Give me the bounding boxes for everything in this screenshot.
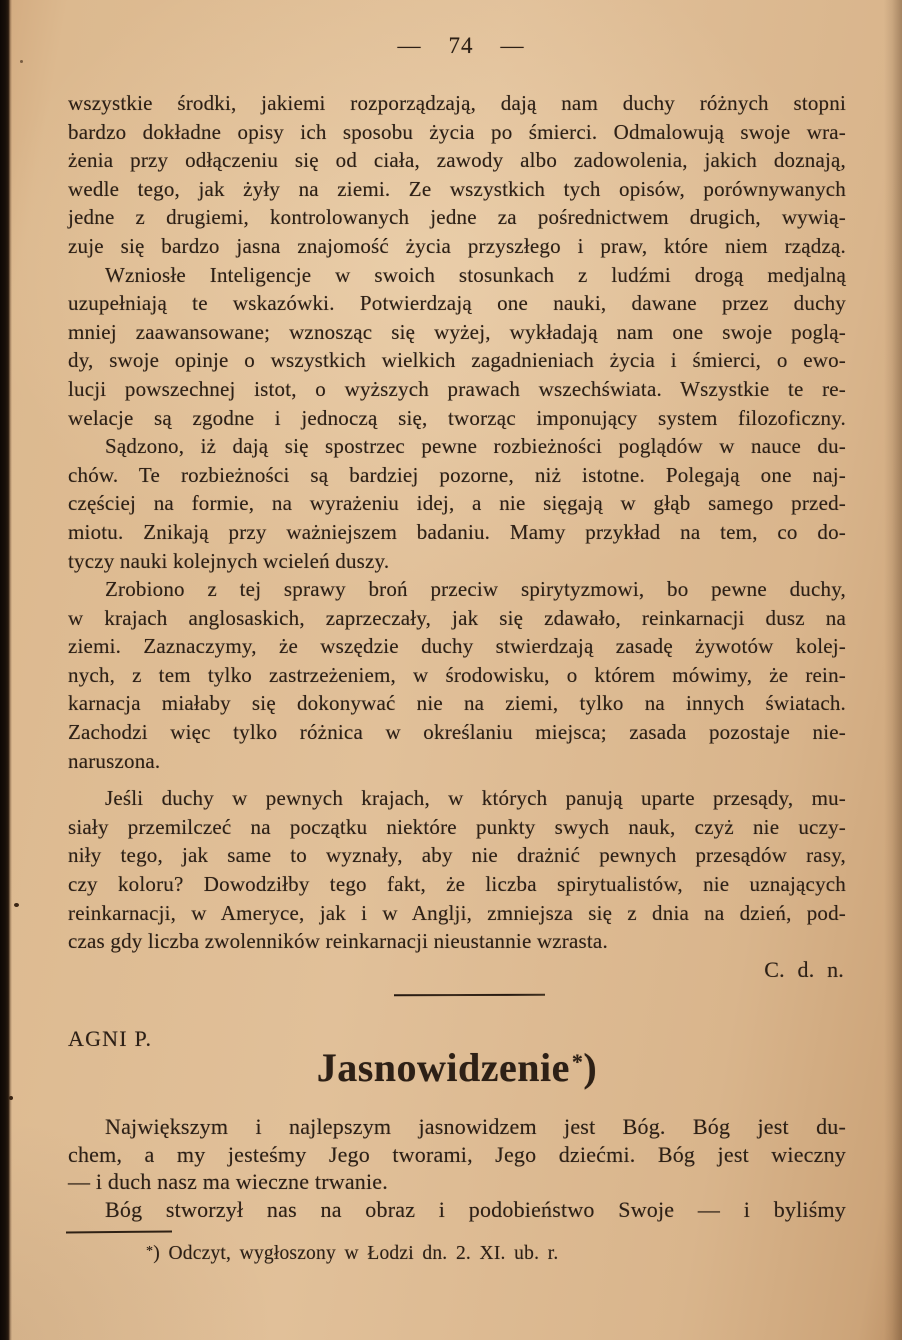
text-line: wedle tego, jak żyły na ziemi. Ze wszystkich tych opisów, porównywanych [68, 176, 846, 201]
text-line: Największym i najlepszym jasnowidzem jest Bóg. Bóg jest du- [105, 1114, 846, 1139]
scan-gutter-shadow [0, 0, 12, 1340]
text-line: lucji powszechnej istot, o wyższych prawach wszechświata. Wszystkie te re- [68, 376, 846, 401]
header-dash-right: — [500, 33, 525, 58]
footnote-asterisk: * [146, 1242, 154, 1259]
paragraph [68, 1196, 846, 1224]
text-line: jedne z drugiemi, kontrolowanych jedne za pośrednictwem drugich, wywią- [68, 205, 846, 230]
text-line: czy koloru? Dowodziłby tego fakt, że liczba spirytualistów, nie uznających [68, 872, 846, 897]
paragraph [68, 89, 846, 261]
text-line: karnacja miałaby się dokonywać nie na ziemi, tylko na innych światach. [68, 691, 846, 716]
to-be-continued-mark: C. d. n. [764, 956, 844, 982]
text-line: Wzniosłe Inteligencje w swoich stosunkach z ludźmi drogą medjalną [105, 262, 846, 287]
text-line: — i duch nasz ma wieczne trwanie. [68, 1169, 388, 1195]
paragraph [68, 261, 846, 433]
text-line: niły tego, jak same to wyznały, aby nie drażnić pewnych przesądów rasy, [68, 843, 846, 868]
paper-speck [20, 60, 23, 63]
footnote-rule [66, 1230, 172, 1233]
author-name: AGNI P. [68, 1026, 153, 1051]
paragraph [68, 575, 846, 775]
text-line: Zrobiono z tej sprawy broń przeciw spirytyzmowi, bo pewne duchy, [105, 577, 846, 602]
paper-speck [14, 903, 19, 907]
text-line: siały przemilczeć na początku niektóre punkty swych nauk, czyż nie uczy- [68, 814, 846, 839]
text-line: czas gdy liczba zwolenników reinkarnacji nieustannie wzrasta. [68, 929, 608, 954]
text-line: ziemi. Zaznaczymy, że wszędzie duchy stwierdzają zasadę żywotów kolej- [68, 634, 846, 659]
text-line: welacje są zgodne i jednoczą się, tworząc imponujący system filozoficzny. [68, 405, 846, 430]
paragraph [68, 784, 846, 956]
text-line: miotu. Znikają przy ważniejszem badaniu. Mamy przykład na tem, co do- [68, 519, 846, 544]
text-line: częściej na formie, na wyrażeniu idej, a nie sięgają w głąb samego przed- [68, 491, 846, 516]
article-title [68, 1044, 846, 1091]
article-title-paren: ) [583, 1045, 598, 1090]
paragraph [68, 1113, 846, 1196]
text-line: chów. Te rozbieżności są bardziej pozorne, niż istotne. Polegają one naj- [68, 462, 846, 487]
text-line: mniej zaawansowane; wznosząc się wyżej, wykładają nam one swoje poglą- [68, 319, 846, 344]
text-line: bardzo dokładne opisy ich sposobu życia po śmierci. Odmalowują swoje wra- [68, 119, 846, 144]
header-dash-left: — [397, 33, 422, 58]
text-line: naruszona. [68, 748, 161, 773]
footnote-text: Odczyt, wygłoszony w Łodzi dn. 2. XI. ub. r. [168, 1243, 559, 1264]
footnote-paren: ) [153, 1243, 160, 1264]
article-title-text: Jasnowidzenie [316, 1045, 570, 1090]
text-line: zuje się bardzo jasna znajomość życia przyszłego i praw, które niem rządzą. [68, 233, 846, 258]
article-continuation-text [68, 89, 846, 984]
text-line: reinkarnacji, w Ameryce, jak i w Anglji, zmniejsza się z dnia na dzień, pod- [68, 900, 846, 925]
text-line: Bóg stworzył nas na obraz i podobieństwo Swoje — i byliśmy [105, 1196, 846, 1222]
text-line: tyczy nauki kolejnych wcieleń duszy. [68, 548, 390, 573]
text-line: w krajach anglosaskich, zaprzeczały, jak się zdawało, reinkarnacji dusz na [68, 605, 846, 630]
text-line: uzupełniają te wskazówki. Potwierdzają one nauki, dawane przez duchy [68, 291, 846, 316]
text-line: żenia przy odłączeniu się od ciała, zawody albo zadowolenia, jakich doznają, [68, 148, 846, 173]
text-line: dy, swoje opinje o wszystkich wielkich zagadnieniach życia i śmierci, o ewo- [68, 348, 846, 373]
text-line: chem, a my jesteśmy Jego tworami, Jego dziećmi. Bóg jest wieczny [68, 1141, 846, 1167]
page-header [30, 33, 892, 59]
text-line: Sądzono, iż dają się spostrzec pewne rozbieżności poglądów w nauce du- [105, 434, 846, 459]
page-number: 74 [448, 33, 474, 58]
text-line: Zachodzi więc tylko różnica w określaniu miejsca; zasada pozostaje nie- [68, 720, 846, 745]
scan-edge-shadow [884, 0, 902, 1340]
text-line: Jeśli duchy w pewnych krajach, w których panują uparte przesądy, mu- [105, 786, 846, 811]
text-line: wszystkie środki, jakiemi rozporządzają, dają nam duchy różnych stopni [68, 91, 846, 115]
footnote [146, 1243, 558, 1265]
article-body-text [68, 1113, 846, 1223]
footnote-asterisk: * [571, 1048, 584, 1074]
text-line: nych, z tem tylko zastrzeżeniem, w środowisku, o którem mówimy, że rein- [68, 662, 846, 687]
paragraph [68, 432, 846, 575]
paper-speck [9, 1096, 13, 1100]
section-divider-rule [394, 994, 545, 997]
